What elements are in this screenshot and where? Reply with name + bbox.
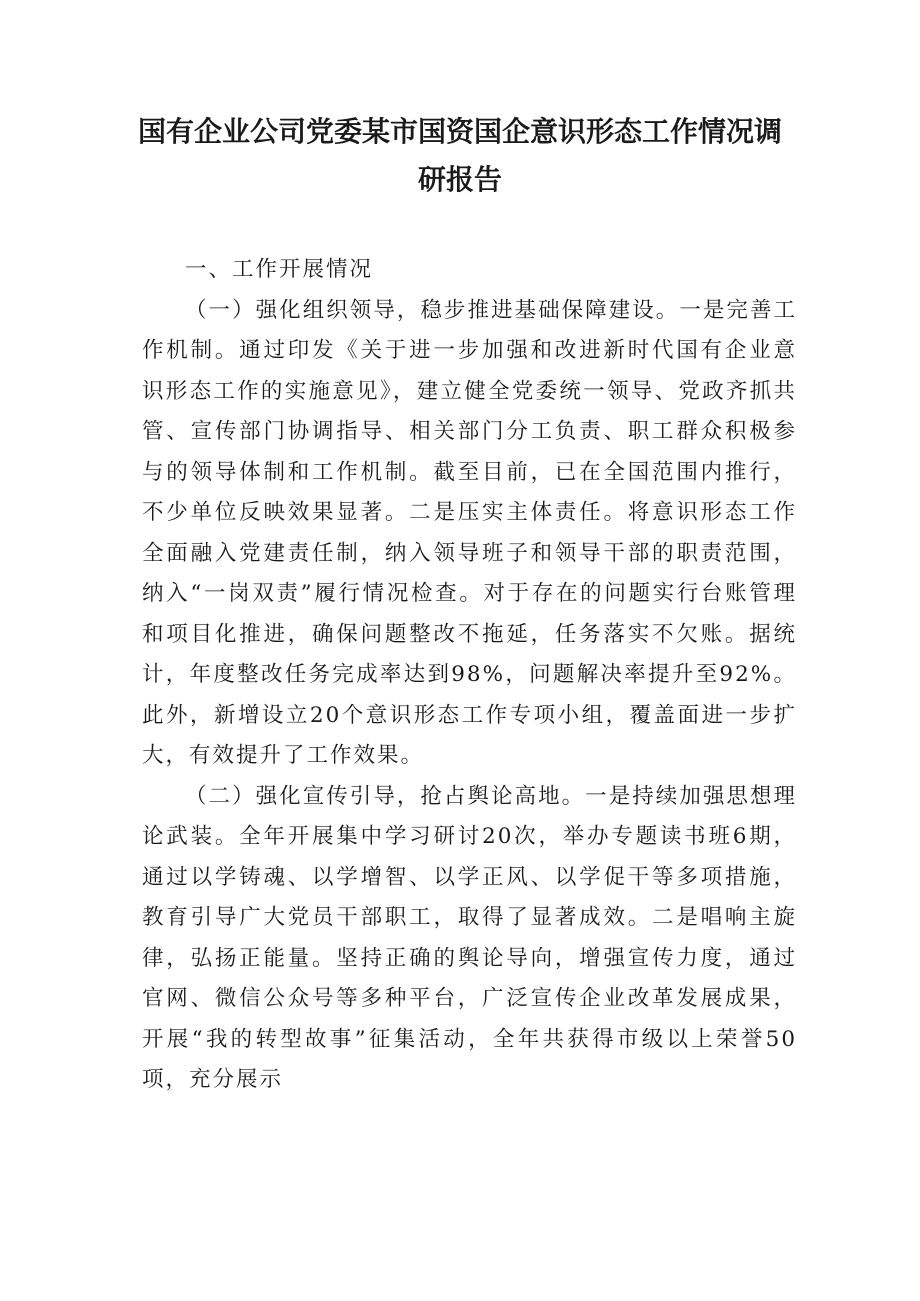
title-line-1: 国有企业公司党委某市国资国企意识形态工作情况调 (137, 115, 782, 148)
title-line-2: 研报告 (417, 163, 502, 196)
paragraph-2: （二）强化宣传引导，抢占舆论高地。一是持续加强思想理论武装。全年开展集中学习研讨20次，举办专题读书班6期，通过以学铸魂、以学增智、以学正风、以学促干等多项措施，教育引导广大党员干部职工，取得了显著成效。二是唱响主旋律，弘扬正能量。坚持正确的舆论导向，增强宣传力度，通过官网、微信公众号等多种平台，广泛宣传企业改革发展成果，开展“我的转型故事”征集活动，全年共获得市级以上荣誉50项，充分展示 (142, 783, 797, 1092)
paragraph-1: （一）强化组织领导，稳步推进基础保障建设。一是完善工作机制。通过印发《关于进一步加强和改进新时代国有企业意识形态工作的实施意见》，建立健全党委统一领导、党政齐抓共管、宣传部门协调指导、相关部门分工负责、职工群众积极参与的领导体制和工作机制。截至目前，已在全国范围内推行，不少单位反映效果显著。二是压实主体责任。将意识形态工作全面融入党建责任制，纳入领导班子和领导干部的职责范围，纳入“一岗双责”履行情况检查。对于存在的问题实行台账管理和项目化推进，确保问题整改不拖延，任务落实不欠账。据统计，年度整改任务完成率达到98%，问题解决率提升至92%。此外，新增设立20个意识形态工作专项小组，覆盖面进一步扩大，有效提升了工作效果。 (142, 297, 797, 768)
section-heading-1: 一、工作开展情况 (185, 257, 374, 282)
document-title (130, 108, 790, 204)
document-body (142, 250, 797, 1101)
